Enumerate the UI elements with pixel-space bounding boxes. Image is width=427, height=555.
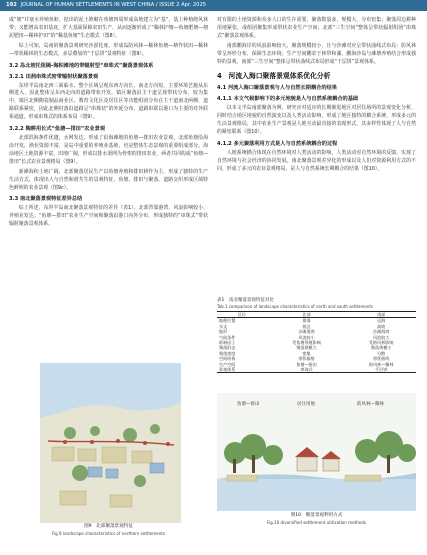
figure-9-caption-zh: 图9 北部聚落景观特征 bbox=[84, 524, 133, 529]
figure-10-label: 居住用地 bbox=[297, 402, 315, 407]
body-paragraph: 对有限的土地资源和众多人口的生存需要，聚落数量多，规模大，分布密集；聚落周边耕种用地紧张，成组团聚集形成带状农业生产空间；北部“三生空间”整体呈带状辐射组团“串珠式”聚落景观体系。 bbox=[217, 17, 416, 39]
figure-10-diagram bbox=[217, 393, 416, 511]
body-paragraph: 以本文半岛南部聚落为例，研究应对适应的长期渐进地区对居住场所的景观变化分析，同时结合地区地貌的自然演变以及人类活动影响，形成了地区独特的耦合系统，形成多元的生活景观格局，其中农业生产景观是人地互动最直接的表现形式，其多样性体现了人与自然的紧密联系（图10）。 bbox=[217, 105, 416, 136]
section-4-1-heading: 4.1 河流入海口聚落景观与人与自然长期耦合的结果 bbox=[217, 85, 337, 92]
section-4-heading: 4 河流入海口聚落景观体系优化分析 bbox=[217, 72, 331, 81]
table-header-cell: 北部 bbox=[267, 312, 347, 318]
figure-10-label: 防风林—稀林 bbox=[357, 402, 384, 407]
table-cell: 高坡 bbox=[377, 323, 386, 329]
table-cell: 千层饼 bbox=[346, 367, 416, 373]
table-cell: 空间结构 bbox=[219, 356, 236, 362]
figure-10-caption-zh: 图10 聚落景观利用方式 bbox=[290, 513, 343, 518]
table-cell: 沙滩海湾 bbox=[372, 329, 390, 335]
table-row bbox=[217, 367, 416, 373]
section-4-1-2-heading: 4.1.2 多元聚落利用方式是人与自然系统耦合的过程 bbox=[217, 141, 338, 148]
table-header-cell: 区位 bbox=[217, 312, 267, 318]
section-4-1-1-heading: 4.1.1 本文气候影响下的多元地貌是人与自然系统耦合的基础 bbox=[217, 96, 359, 103]
table-caption-en: Tab.1 comparison of landscape characteristics of north and south settlements bbox=[217, 304, 374, 309]
settlement-utilization-diagram bbox=[217, 393, 416, 511]
table-1 bbox=[217, 298, 416, 373]
table-cell: 气候条件 bbox=[219, 334, 236, 340]
table-cell: 带状曲线 bbox=[372, 356, 390, 362]
table-cell: 风浪较大 bbox=[372, 334, 390, 340]
table-cell: 带状辐射 bbox=[298, 356, 315, 362]
table-cell: 分散 bbox=[377, 350, 386, 356]
body-paragraph: 人地系统耦合体现在自然环境对人类活动的影响，人类活动对自然环境的反馈，实现了自然环境与社会经济的协同发展。南北聚落景观差异化的形成以及人们对资源利用方式的不同，形成了多元的农业景观格局，是人与自然系统长期耦合的结果（图10）。 bbox=[217, 150, 416, 172]
intro-paragraph-2: 综上可知，岛南的聚落景观研究沙淤化度、形成岛防风林—稀林鱼塘—耕作状田—稀林—带状稀林的生态模式，多层叠加的“千层饼”景观特征（图9）。 bbox=[9, 42, 208, 57]
right-column bbox=[217, 17, 416, 176]
table-cell: 鱼塘—排田 bbox=[296, 361, 317, 367]
table-cell: 聚落规模大 bbox=[296, 345, 317, 351]
table-cell: 影响因子 bbox=[219, 340, 236, 346]
section-3-2-2-heading: 3.2.2 陶耕用长式“鱼塘—排田”农业景观 bbox=[9, 126, 106, 133]
section-3-2-1-heading: 3.2.1 田洞串珠式密带辐射状聚落景观 bbox=[9, 73, 99, 80]
section-3-2-heading: 3.2 岛北坡托阻隔-海积滩地的带辐射型“串珠式”聚落景观体系 bbox=[9, 62, 154, 69]
table-cell: 沙滩海湾 bbox=[298, 329, 315, 335]
body-paragraph: 南部鹏海岸的风浪影响较大，聚落规模较小，且与沙滩对应呈带状曲线式布局：防风林带呈环形分布，保障生态环境；生产空间鹏农于林带和湖，鹏海沙岛与滩塘养殖结合形成独特的景观，南部“三生空间”整体呈带状曲线式布局形成“千层饼”景观体系。 bbox=[217, 42, 416, 65]
body-paragraph: 东坦半岛南北西三面临水，整个区域呈现东西方向长，南北方向短，主要环境艺施从东侧进入，因此整体呈东西走向的道路带状开发。镇区聚落沿主干道呈现带状分布，较为集中，镇区北侧陶瓷制品商业区、教育文化区及居住区等功能组团分布在主干道南北两侧，道路联系紧密，因此北侧村落沿道路呈“串珠状”的外延分布，道路串联以港口为主要的对外联系通道，形成串珠式的体系布局（图9）。 bbox=[9, 82, 208, 121]
table-caption-zh: 表1 南北聚落景观特征对比 bbox=[217, 298, 274, 303]
table-cell: 密集 bbox=[302, 350, 311, 356]
table-cell: 受鱼塘养殖影响 bbox=[292, 340, 321, 346]
intro-paragraph-1: 成“塘”并塞水养殖鱼虾，挖出的泥土堆砌在鱼塘四周形成高地建立为“基”，基上种植绕风林带；又能增高农田基底，扩大基面保障农田生产，从而逐渐形成了“稀林护塘—鱼塘肥塘—塘泥肥田—稀林护田”的“稀基鱼塘”生态模式（图8）。 bbox=[9, 17, 208, 39]
section-3-3-heading: 3.3 南北聚落景观特征差异总结 bbox=[9, 196, 83, 203]
table-cell: 水文 bbox=[219, 323, 228, 329]
table-cell: 地理位置 bbox=[219, 318, 236, 324]
body-paragraph: 北部滨海条件优越，水网发达，形成了沿海滩地的鱼塘—排田农业景观。北部鱼塘沿海涂开发，渔业资源丰富，是岛中重要的养殖业基地，也是整体生态景观的重要组成部分。海涂地区土地资源丰富，田地广阔，形成以排水渠网为骨架的排田农业，两者共同构成“鱼塘—排田”长式农业景观格局（图9）。 bbox=[9, 135, 208, 165]
figure-10-caption-en: Fig.10 diversified settlement utilization methods bbox=[266, 519, 367, 525]
table-cell: 生产空间 bbox=[219, 361, 236, 367]
table-cell: 风浪较小 bbox=[298, 334, 315, 340]
comparison-table bbox=[217, 311, 416, 373]
page-number: 192 bbox=[6, 2, 17, 8]
left-column bbox=[9, 17, 208, 231]
journal-title: JOURNAL OF HUMAN SETTLEMENTS IN WEST CHINA / ISSUE 2 Apr. 2025 bbox=[20, 2, 207, 8]
body-paragraph: 新滩海积土地广阔，北部聚落居民生产以鱼塘养殖和排田耕作为主，形成了独特的生产生活方式，体现出人与自然和谐共生的景观特征，鱼塘、排田与聚落、道路交织形成区域特色鲜明的农业景观（图9c）。 bbox=[9, 168, 208, 191]
figure-10-caption bbox=[217, 513, 416, 526]
table-caption bbox=[217, 298, 416, 310]
table-cell: 受防风林影响 bbox=[368, 340, 394, 346]
table-cell: 串珠式 bbox=[267, 367, 347, 373]
table-cell: 防风林—稀林 bbox=[368, 361, 394, 367]
table-cell: 景观体系 bbox=[217, 367, 267, 373]
figure-9-map bbox=[40, 363, 181, 523]
table-cell: 远海 bbox=[377, 318, 386, 324]
figure-9-caption-en: Fig.9 landscape characteristics of northern settlements bbox=[51, 530, 166, 536]
table-cell: 靠海 bbox=[302, 318, 311, 324]
page-header bbox=[0, 0, 427, 11]
table-cell: 低洼 bbox=[302, 323, 311, 329]
table-cell: 聚落形态 bbox=[219, 345, 236, 351]
table-header-cell: 南部 bbox=[346, 312, 416, 318]
figure-9-caption bbox=[9, 524, 208, 537]
figure-10-label: 鱼塘—排田 bbox=[237, 402, 260, 407]
body-paragraph: 综上所述，东坦半岛南北聚落景观特征的差异（表1）。北部背靠港湾、风浪影响较小，养殖业发达；“鱼塘—排田”农业生产空间和聚落沿港口向外分布，形成独特的“串珠式”带状辐射聚落景观体系。 bbox=[9, 205, 208, 228]
table-cell: 聚落规模小 bbox=[370, 345, 392, 351]
table-cell: 聚落密度 bbox=[219, 350, 236, 356]
table-cell: 地形 bbox=[219, 329, 228, 335]
northern-settlement-map bbox=[40, 363, 181, 523]
